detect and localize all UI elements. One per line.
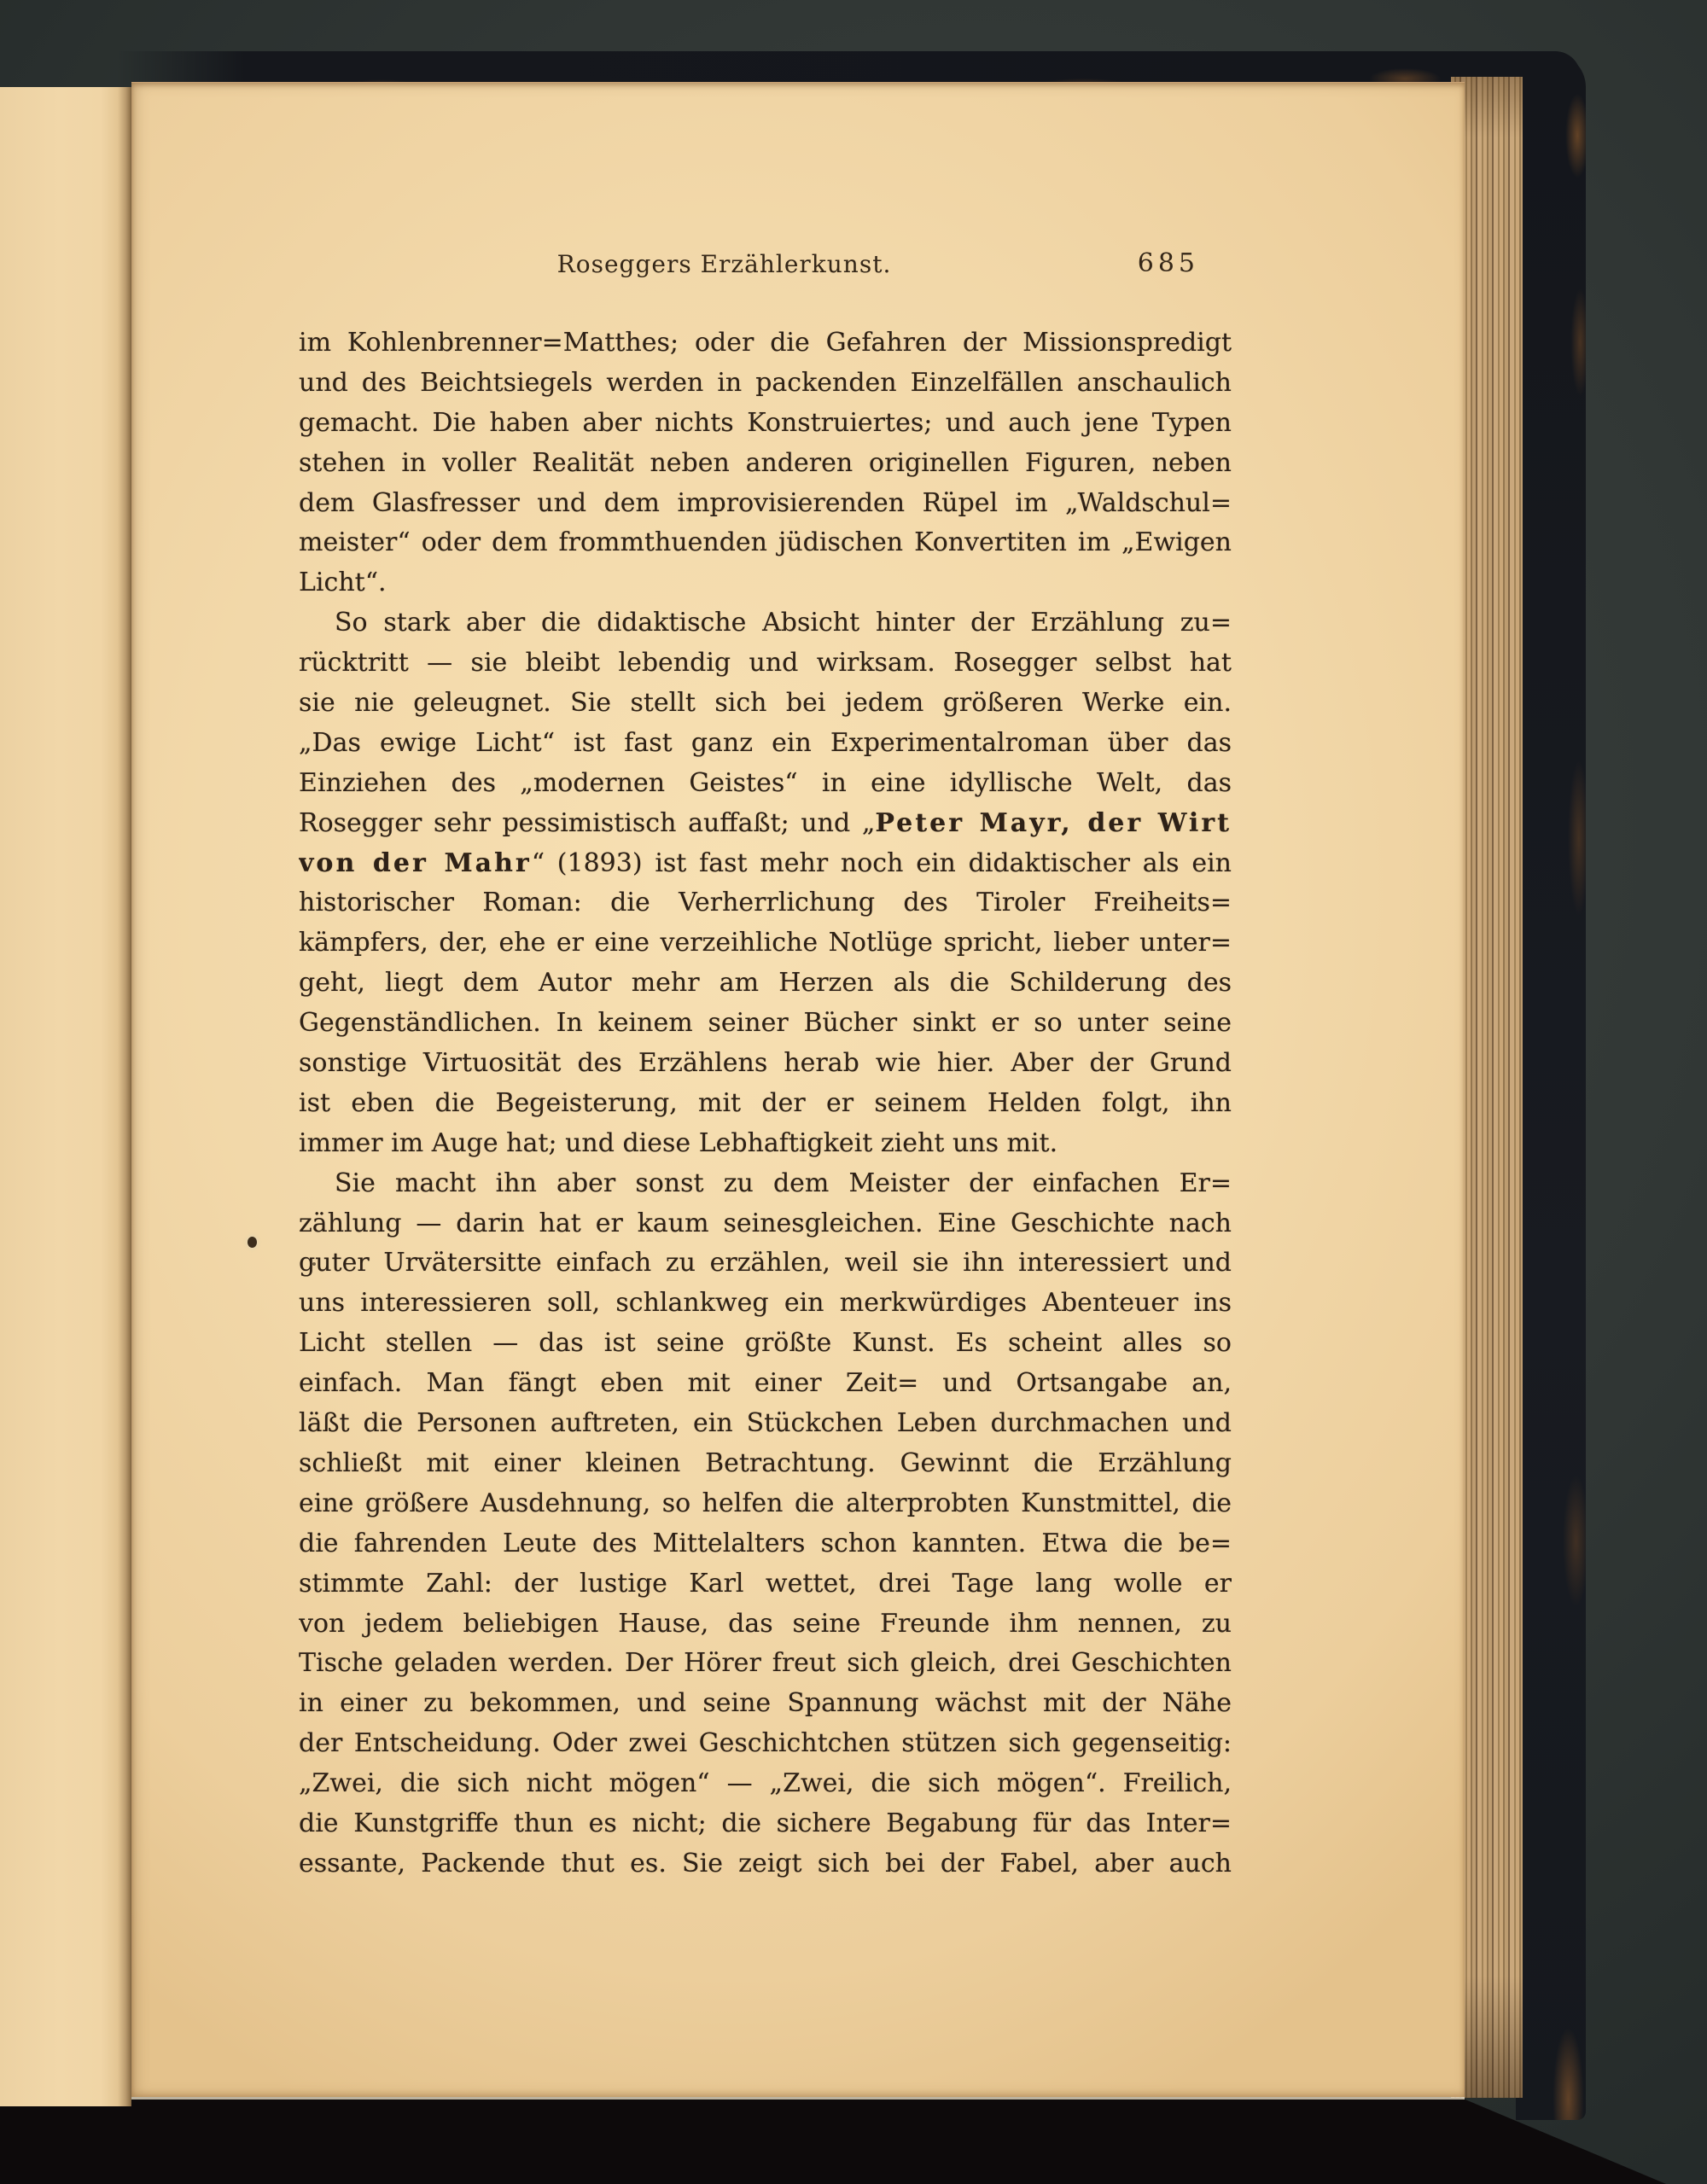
text-block — [299, 323, 1232, 1884]
text-segment: kämpfers, der, ehe er eine verzeihliche Notlüge spricht, lieber unter= — [299, 928, 1232, 958]
text-line — [299, 1844, 1232, 1884]
wormhole-speck — [248, 1237, 257, 1248]
text-segment: einfach. Man fängt eben mit einer Zeit= und Ortsangabe an, — [299, 1368, 1232, 1399]
text-line — [299, 1524, 1232, 1564]
text-segment: guter Urvätersitte einfach zu erzählen, weil sie ihn interessiert und — [299, 1248, 1232, 1278]
text-segment: läßt die Personen auftreten, ein Stückchen Leben durchmachen und — [299, 1408, 1232, 1439]
text-line — [299, 1124, 1232, 1164]
text-segment: Licht stellen — das ist seine größte Kunst. Es scheint alles so — [299, 1328, 1232, 1359]
text-line — [299, 523, 1232, 563]
text-segment: im Kohlenbrenner=Matthes; oder die Gefahren der Missionspredigt — [299, 328, 1232, 358]
text-line — [299, 964, 1232, 1004]
text-segment: rücktritt — sie bleibt lebendig und wirksam. Rosegger selbst hat — [299, 648, 1232, 678]
text-line — [299, 1284, 1232, 1324]
text-line — [299, 724, 1232, 764]
emphasized-book-title: von der Mahr — [299, 847, 532, 878]
running-header — [299, 250, 1232, 289]
text-segment: Gegenständlichen. In keinem seiner Bücher sinkt er so unter seine — [299, 1008, 1232, 1039]
text-line — [299, 1243, 1232, 1284]
text-segment: Tische geladen werden. Der Hörer freut sich gleich, drei Geschichten — [299, 1648, 1232, 1679]
text-segment: und des Beichtsiegels werden in packenden Einzelfällen anschaulich — [299, 367, 1232, 398]
text-segment: der Entscheidung. Oder zwei Geschichtchen stützen sich gegenseitig: — [299, 1728, 1232, 1759]
text-segment: historischer Roman: die Verherrlichung des Tiroler Freiheits= — [299, 888, 1232, 918]
text-line — [299, 444, 1232, 484]
text-line — [299, 1724, 1232, 1764]
text-segment: „Das ewige Licht“ ist fast ganz ein Experimentalroman über das — [299, 727, 1232, 758]
text-segment: ist eben die Begeisterung, mit der er seinem Helden folgt, ihn — [299, 1087, 1232, 1118]
text-line — [299, 684, 1232, 724]
text-line — [299, 644, 1232, 684]
text-line — [299, 364, 1232, 404]
text-line — [299, 1364, 1232, 1404]
text-segment: sie nie geleugnet. Sie stellt sich bei jedem größeren Werke ein. — [299, 688, 1232, 719]
text-segment: die Kunstgriffe thun es nicht; die sichere Begabung für das Inter= — [299, 1808, 1232, 1838]
text-line — [299, 1644, 1232, 1684]
text-segment: stehen in voller Realität neben anderen originellen Figuren, neben — [299, 447, 1232, 478]
text-line — [299, 804, 1232, 844]
text-line — [299, 1684, 1232, 1724]
text-line — [299, 1084, 1232, 1124]
text-line — [299, 1404, 1232, 1444]
text-line — [299, 764, 1232, 804]
running-header-title: Roseggers Erzählerkunst. — [556, 250, 892, 278]
text-segment: essante, Packende thut es. Sie zeigt sich bei der Fabel, aber auch — [299, 1848, 1232, 1878]
text-segment: schließt mit einer kleinen Betrachtung. Gewinnt die Erzählung — [299, 1447, 1232, 1478]
text-segment: geht, liegt dem Autor mehr am Herzen als die Schilderung des — [299, 968, 1232, 999]
emphasized-book-title: Peter Mayr, der Wirt — [875, 807, 1232, 838]
text-line — [299, 563, 1232, 603]
text-segment: dem Glasfresser und dem improvisierenden Rüpel im „Waldschul= — [299, 487, 1232, 518]
text-segment: „Zwei, die sich nicht mögen“ — „Zwei, die sich mögen“. Freilich, — [299, 1768, 1232, 1799]
text-segment: Einziehen des „modernen Geistes“ in eine idyllische Welt, das — [299, 767, 1232, 798]
text-segment: Rosegger sehr pessimistisch auffaßt; und „ — [299, 807, 876, 838]
text-line — [299, 1484, 1232, 1524]
text-line — [299, 844, 1232, 884]
text-segment: eine größere Ausdehnung, so helfen die alterprobten Kunstmittel, die — [299, 1488, 1232, 1518]
text-segment: Licht“. — [299, 568, 387, 598]
text-line — [299, 1324, 1232, 1364]
text-segment: gemacht. Die haben aber nichts Konstruiertes; und auch jene Typen — [299, 407, 1232, 438]
text-segment: “ (1893) ist fast mehr noch ein didaktischer als ein — [531, 847, 1232, 878]
page-number: 685 — [1137, 248, 1199, 278]
book-page — [131, 82, 1465, 2097]
text-segment: meister“ oder dem frommthuenden jüdischen Konvertiten im „Ewigen — [299, 527, 1232, 558]
text-line — [299, 1004, 1232, 1044]
text-segment: So stark aber die didaktische Absicht hinter der Erzählung zu= — [335, 608, 1232, 638]
leather-cover-right-edge — [1516, 53, 1586, 2120]
text-line — [299, 883, 1232, 923]
text-segment: zählung — darin hat er kaum seinesgleichen. Eine Geschichte nach — [299, 1208, 1232, 1238]
book-cast-shadow — [0, 2086, 1666, 2184]
text-segment: Sie macht ihn aber sonst zu dem Meister der einfachen Er= — [335, 1168, 1232, 1198]
text-line — [299, 323, 1232, 364]
text-line — [299, 923, 1232, 964]
text-line — [299, 1804, 1232, 1844]
text-segment: die fahrenden Leute des Mittelalters schon kannten. Etwa die be= — [299, 1528, 1232, 1558]
text-line — [299, 1605, 1232, 1645]
text-segment: immer im Auge hat; und diese Lebhaftigkeit zieht uns mit. — [299, 1127, 1058, 1158]
text-line — [299, 1044, 1232, 1084]
text-segment: in einer zu bekommen, und seine Spannung wächst mit der Nähe — [299, 1688, 1232, 1719]
text-segment: stimmte Zahl: der lustige Karl wettet, drei Tage lang wolle er — [299, 1568, 1232, 1599]
facing-page-sliver — [0, 87, 131, 2106]
text-line — [299, 1564, 1232, 1605]
text-line — [299, 404, 1232, 444]
text-line — [299, 1204, 1232, 1244]
text-line — [299, 1764, 1232, 1804]
text-segment: uns interessieren soll, schlankweg ein merkwürdiges Abenteuer ins — [299, 1288, 1232, 1319]
text-line — [299, 603, 1232, 644]
text-segment: sonstige Virtuosität des Erzählens herab wie hier. Aber der Grund — [299, 1048, 1232, 1079]
text-line — [299, 484, 1232, 524]
text-line — [299, 1444, 1232, 1484]
text-segment: von jedem beliebigen Hause, das seine Freunde ihm nennen, zu — [299, 1608, 1232, 1639]
text-line — [299, 1164, 1232, 1204]
